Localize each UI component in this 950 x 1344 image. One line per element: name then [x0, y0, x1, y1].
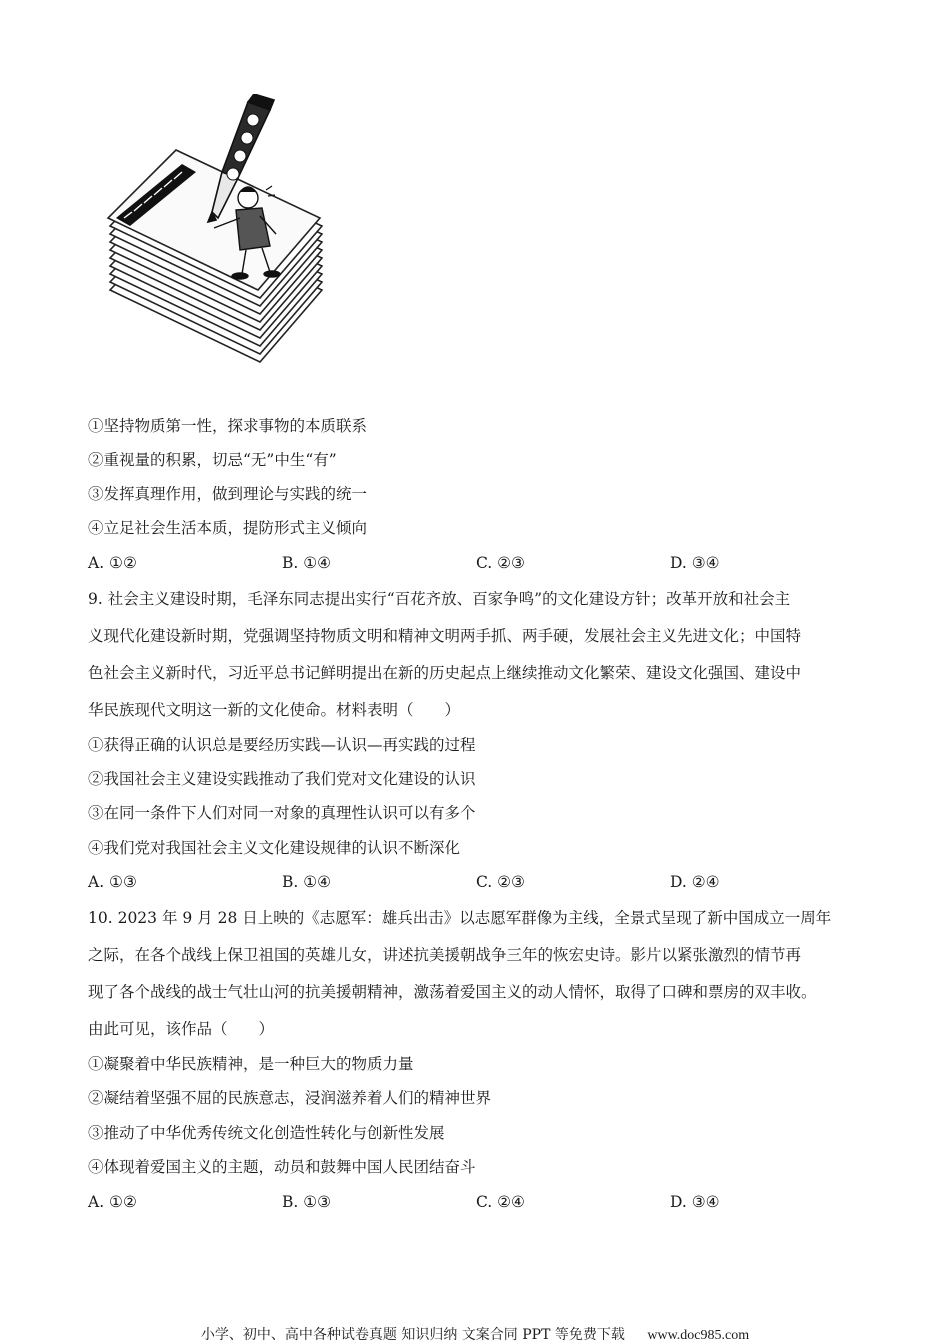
q9-stem-line-2: 义现代化建设新时期，党强调坚持物质文明和精神文明两手抓、两手硬，发展社会主义先进文化；中国特 [88, 627, 802, 645]
q8-option-b: B. ①④ [282, 554, 332, 572]
footer-url-link[interactable]: www.doc985.com [647, 1328, 750, 1343]
q9-stem-line-3: 色社会主义新时代，习近平总书记鲜明提出在新的历史起点上继续推动文化繁荣、建设文化强国、建设中 [88, 664, 802, 682]
q9-item-1: ①获得正确的认识总是要经历实践—认识—再实践的过程 [88, 736, 476, 754]
q8-item-4: ④立足社会生活本质，提防形式主义倾向 [88, 519, 368, 537]
q10-item-1: ①凝聚着中华民族精神，是一种巨大的物质力量 [88, 1055, 414, 1073]
q10-stem-line-2: 之际，在各个战线上保卫祖国的英雄儿女，讲述抗美援朝战争三年的恢宏史诗。影片以紧张激烈的情节再 [88, 946, 802, 964]
q10-item-4: ④体现着爱国主义的主题，动员和鼓舞中国人民团结奋斗 [88, 1158, 476, 1176]
q9-item-3: ③在同一条件下人们对同一对象的真理性认识可以有多个 [88, 804, 476, 822]
q10-item-2: ②凝结着坚强不屈的民族意志，浸润滋养着人们的精神世界 [88, 1089, 492, 1107]
footer-text: 小学、初中、高中各种试卷真题 知识归纳 文案合同 PPT 等免费下载 [200, 1327, 625, 1343]
q9-item-4: ④我们党对我国社会主义文化建设规律的认识不断深化 [88, 839, 461, 857]
q9-option-a: A. ①③ [88, 873, 137, 891]
q10-stem-line-1: 10. 2023 年 9 月 28 日上映的《志愿军：雄兵出击》以志愿军群像为主线，全景式呈现了新中国成立一周年 [88, 909, 832, 927]
q10-option-a: A. ①② [88, 1193, 137, 1211]
q8-option-c: C. ②③ [476, 554, 525, 572]
q9-stem-line-1: 9. 社会主义建设时期，毛泽东同志提出实行“百花齐放、百家争鸣”的文化建设方针；改革开放和社会主 [88, 590, 791, 608]
q9-stem-line-4: 华民族现代文明这一新的文化使命。材料表明（ ） [88, 701, 461, 719]
q8-item-2: ②重视量的积累，切忌“无”中生“有” [88, 451, 337, 469]
q8-item-3: ③发挥真理作用，做到理论与实践的统一 [88, 485, 368, 503]
q8-option-a: A. ①② [88, 554, 137, 572]
q9-option-d: D. ②④ [670, 873, 720, 891]
q10-option-d: D. ③④ [670, 1193, 720, 1211]
q8-item-1: ①坚持物质第一性，探求事物的本质联系 [88, 417, 368, 435]
page-footer [0, 1324, 950, 1344]
q10-stem-line-3: 现了各个战线的战士气壮山河的抗美援朝精神，激荡着爱国主义的动人情怀，取得了口碑和票房的双丰收。 [88, 983, 817, 1001]
q9-option-b: B. ①④ [282, 873, 332, 891]
cartoon-illustration [100, 94, 332, 386]
q8-option-d: D. ③④ [670, 554, 720, 572]
q10-option-c: C. ②④ [476, 1193, 525, 1211]
q9-option-c: C. ②③ [476, 873, 525, 891]
q10-option-b: B. ①③ [282, 1193, 332, 1211]
q10-stem-line-4: 由此可见，该作品（ ） [88, 1020, 275, 1038]
q10-item-3: ③推动了中华优秀传统文化创造性转化与创新性发展 [88, 1124, 445, 1142]
q9-item-2: ②我国社会主义建设实践推动了我们党对文化建设的认识 [88, 770, 476, 788]
